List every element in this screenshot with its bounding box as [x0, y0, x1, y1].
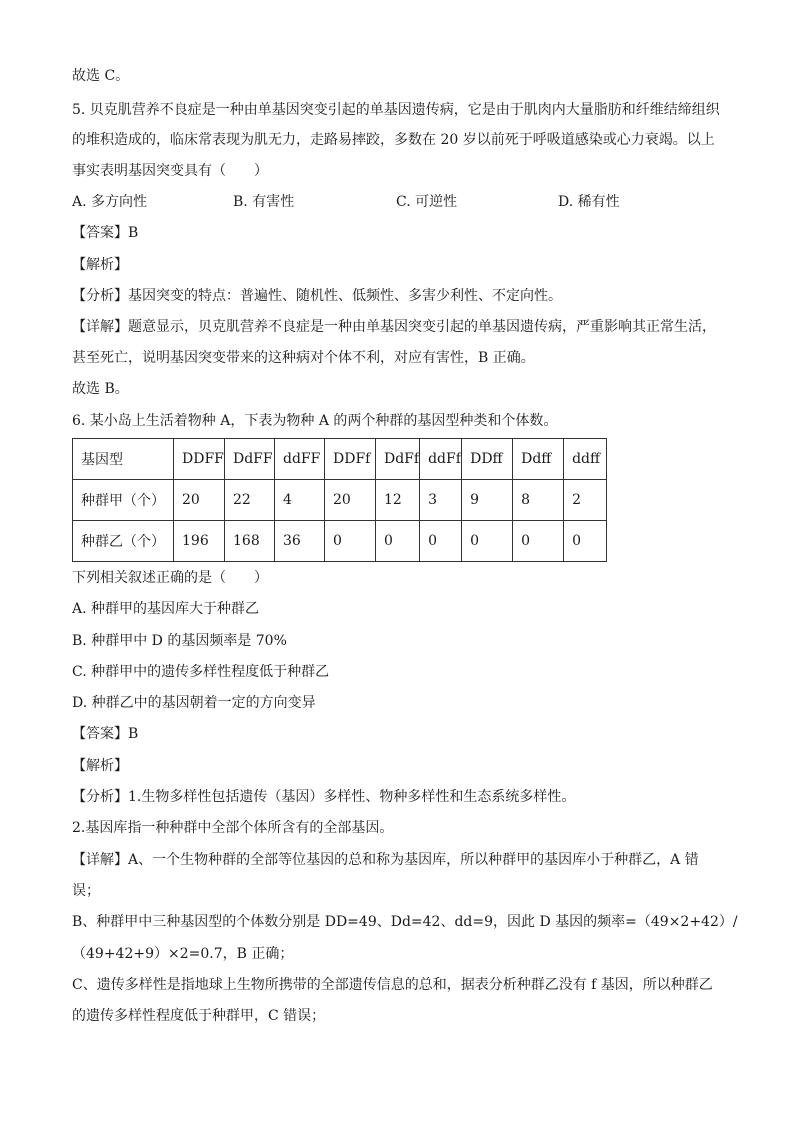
table-cell: 196	[174, 521, 225, 562]
table-cell: 种群甲（个）	[73, 480, 174, 521]
question-6-detail-a: 【详解】A、一个生物种群的全部等位基因的总和称为基因库，所以种群甲的基因库小于种群乙，A 错	[72, 852, 699, 868]
table-cell: 22	[225, 480, 275, 521]
question-6-analysis: 2.基因库指一种种群中全部个体所含有的全部基因。	[72, 820, 394, 836]
table-cell: 36	[275, 521, 325, 562]
question-5-stem: 事实表明基因突变具有（ ）	[72, 163, 268, 179]
question-5-answer: 【答案】B	[72, 225, 139, 241]
question-6-option-c: C. 种群甲中的遗传多样性程度低于种群乙	[72, 664, 330, 680]
question-6-answer: 【答案】B	[72, 726, 139, 742]
table-cell: 4	[275, 480, 325, 521]
table-row	[73, 521, 607, 562]
genotype-table	[72, 438, 607, 562]
question-6-detail-b: （49+42+9）×2=0.7，B 正确；	[72, 946, 294, 962]
text-line: 故选 C。	[72, 68, 130, 84]
table-cell: 8	[513, 480, 564, 521]
question-6-option-a: A. 种群甲的基因库大于种群乙	[72, 601, 260, 617]
question-5-detail: 【详解】题意显示，贝克肌营养不良症是一种由单基因突变引起的单基因遗传病，严重影响其正常生活，	[72, 319, 716, 335]
question-6-option-b: B. 种群甲中 D 的基因频率是 70%	[72, 633, 287, 649]
question-5-stem: 的堆积造成的，临床常表现为肌无力，走路易摔跤，多数在 20 岁以前死于呼吸道感染或心力衰竭。以上	[72, 132, 715, 148]
question-6-detail-c: C、遗传多样性是指地球上生物所携带的全部遗传信息的总和，据表分析种群乙没有 f 基因，所以种群乙	[72, 977, 713, 993]
table-cell: 种群乙（个）	[73, 521, 174, 562]
table-header-cell: ddff	[564, 439, 607, 480]
table-header-cell: ddFf	[420, 439, 462, 480]
table-header-row	[73, 439, 607, 480]
question-6-analysis-heading: 【解析】	[72, 758, 128, 774]
table-cell: 0	[462, 521, 513, 562]
table-header-cell: 基因型	[73, 439, 174, 480]
table-cell: 0	[420, 521, 462, 562]
table-row	[73, 480, 607, 521]
table-header-cell: DdFF	[225, 439, 275, 480]
table-header-cell: DDff	[462, 439, 513, 480]
question-6-detail-a: 误；	[72, 883, 100, 899]
question-6-detail-b: B、种群甲中三种基因型的个体数分别是 DD=49、Dd=42、dd=9，因此 D 基因的频率=（49×2+42）/	[72, 914, 738, 930]
question-5-option-b: B. 有害性	[233, 194, 295, 210]
table-header-cell: DDFF	[174, 439, 225, 480]
table-cell: 20	[174, 480, 225, 521]
table-cell: 0	[325, 521, 376, 562]
question-5-option-c: C. 可逆性	[396, 194, 458, 210]
question-5-analysis-heading: 【解析】	[72, 257, 128, 273]
question-6-option-d: D. 种群乙中的基因朝着一定的方向变异	[72, 695, 316, 711]
table-cell: 3	[420, 480, 462, 521]
question-5-option-a: A. 多方向性	[72, 194, 148, 210]
table-header-cell: DDFf	[325, 439, 376, 480]
question-6-analysis: 【分析】1.生物多样性包括遗传（基因）多样性、物种多样性和生态系统多样性。	[72, 789, 576, 805]
question-5-conclusion: 故选 B。	[72, 381, 129, 397]
question-6-stem: 6. 某小岛上生活着物种 A，下表为物种 A 的两个种群的基因型种类和个体数。	[72, 413, 558, 429]
table-header-cell: Ddff	[513, 439, 564, 480]
question-6-prompt: 下列相关叙述正确的是（ ）	[72, 570, 268, 586]
table-header-cell: ddFF	[275, 439, 325, 480]
table-header-cell: DdFf	[376, 439, 420, 480]
question-6-detail-c: 的遗传多样性程度低于种群甲，C 错误；	[72, 1008, 326, 1024]
table-cell: 12	[376, 480, 420, 521]
table-cell: 9	[462, 480, 513, 521]
question-5-stem: 5. 贝克肌营养不良症是一种由单基因突变引起的单基因遗传病，它是由于肌肉内大量脂肪和纤维结缔组织	[72, 102, 720, 118]
question-5-analysis: 【分析】基因突变的特点：普遍性、随机性、低频性、多害少利性、不定向性。	[72, 288, 562, 304]
question-5-option-d: D. 稀有性	[558, 194, 620, 210]
table-cell: 168	[225, 521, 275, 562]
table-cell: 2	[564, 480, 607, 521]
table-cell: 20	[325, 480, 376, 521]
table-cell: 0	[376, 521, 420, 562]
question-5-detail: 甚至死亡，说明基因突变带来的这种病对个体不利，对应有害性，B 正确。	[72, 350, 535, 366]
table-cell: 0	[513, 521, 564, 562]
table-cell: 0	[564, 521, 607, 562]
